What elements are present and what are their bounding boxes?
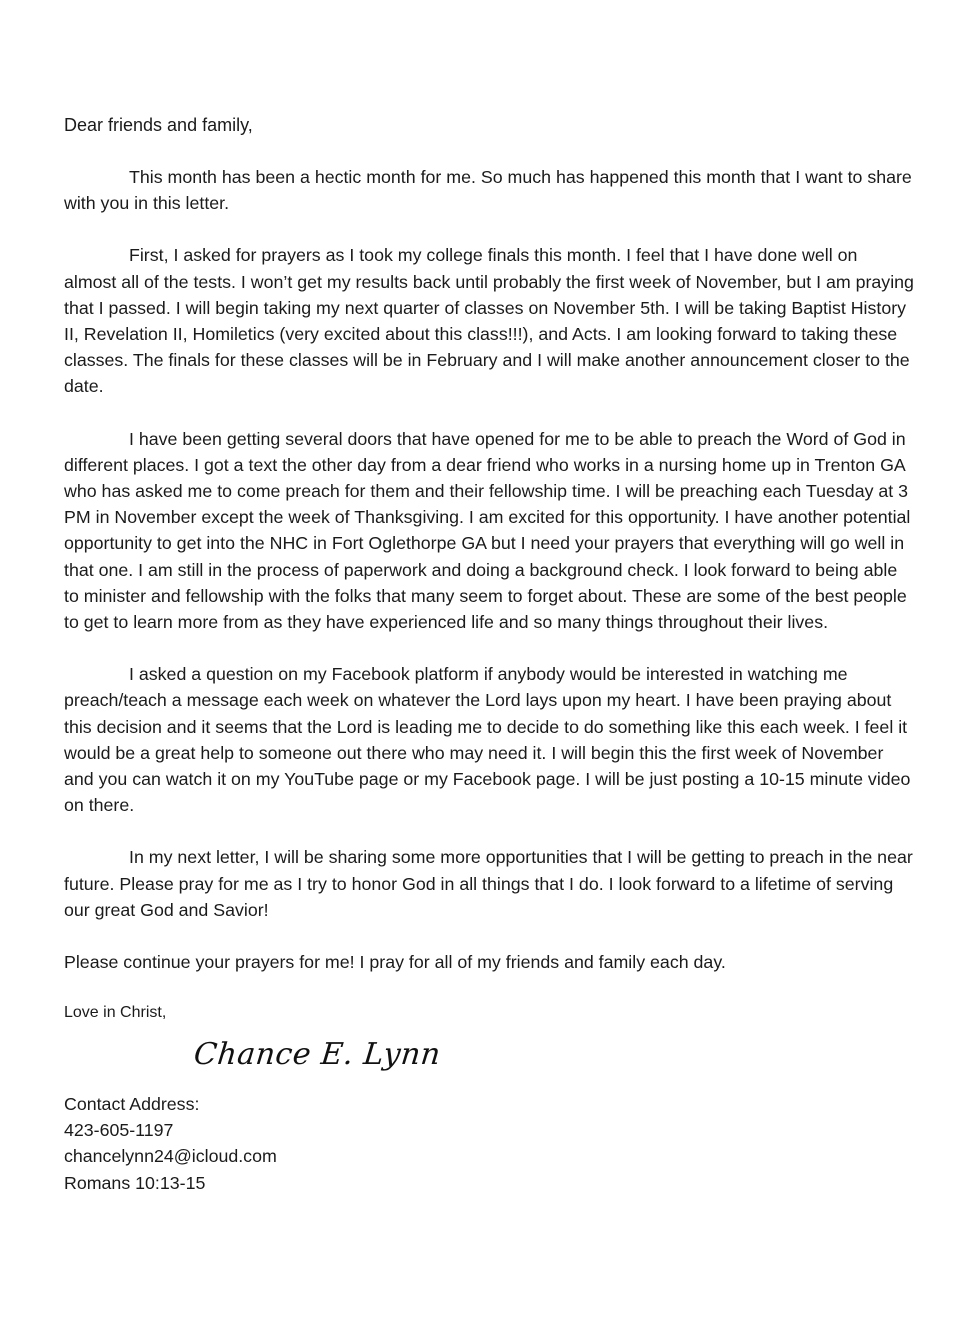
letter-paragraph-3: I have been getting several doors that have opened for me to be able to preach the Word of God in different places. I got a text the other day from a dear friend who works in a nursing home up in Trenton GA who has asked me to come preach for them and their fellowship time. I will be preaching each Tuesday at 3 PM in November except the week of Thanksgiving. I am excited for this opportunity. I have another potential opportunity to get into the NHC in Fort Oglethorpe GA but I need your prayers that everything will go well in that one. I am still in the process of paperwork and doing a background check. I look forward to being able to minister and fellowship with the folks that many seem to forget about. These are some of the best people to get to learn more from as they have experienced life and so many things throughout their lives. [64, 428, 911, 633]
letter-signoff: Love in Christ, [64, 1004, 167, 1022]
contact-verse: Romans 10:13-15 [64, 1172, 206, 1193]
letter-paragraph-2: First, I asked for prayers as I took my college finals this month. I feel that I have done well on almost all of the tests. I won’t get my results back until probably the first week of November, but I am praying that I passed. I will begin taking my next quarter of classes on November 5th. I will be taking Baptist History II, Revelation II, Homiletics (very excited about this class!!!), and Acts. I am looking forward to taking these classes. The finals for these classes will be in February and I will make another announcement closer to the date. [64, 245, 914, 397]
letter-greeting: Dear friends and family, [64, 115, 253, 135]
letter-paragraph-1: This month has been a hectic month for me. So much has happened this month that I want to share with you in this letter. [64, 167, 912, 214]
contact-heading: Contact Address: [64, 1094, 200, 1115]
handwritten-signature: Chance E. Lynn [192, 1037, 443, 1073]
letter-paragraph-5: In my next letter, I will be sharing some more opportunities that I will be getting to preach in the near future. Please pray for me as I try to honor God in all things that I do. I look forward to a lifetime of serving our great God and Savior! [64, 847, 913, 920]
contact-block [64, 1091, 914, 1196]
contact-phone: 423-605-1197 [64, 1120, 174, 1141]
contact-email: chancelynn24@icloud.com [64, 1146, 277, 1167]
letter-page [64, 112, 914, 1196]
letter-closing-line: Please continue your prayers for me! I pray for all of my friends and family each day. [64, 952, 726, 973]
letter-paragraph-4: I asked a question on my Facebook platform if anybody would be interested in watching me preach/teach a message each week on whatever the Lord lays upon my heart. I have been praying about this decision and it seems that the Lord is leading me to decide to do something like this each week. I feel it would be a great help to someone out there who may need it. I will begin this the first week of November and you can watch it on my YouTube page or my Facebook page. I will be just posting a 10-15 minute video on there. [64, 664, 911, 816]
